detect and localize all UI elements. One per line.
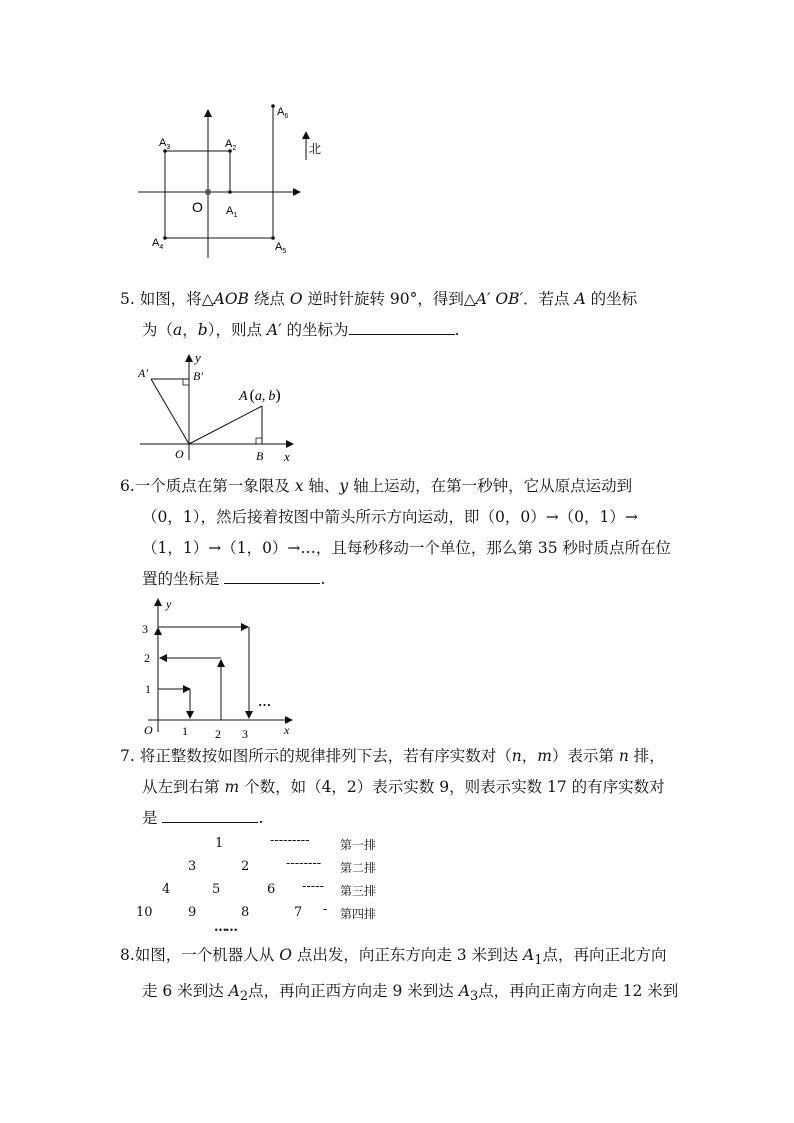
label-x: x (284, 449, 290, 464)
pyramid-num: 6 (267, 882, 276, 897)
q7-answer-blank[interactable] (162, 804, 258, 823)
pyramid-num: 7 (294, 905, 303, 920)
label-A5: $A_5$ (275, 241, 287, 255)
xtick-2: 2 (215, 727, 221, 740)
question-8 (120, 940, 690, 1012)
q6-line2: （0，1），然后接着按图中箭头所示方向运动，即（0，0）→（0，1）→ (142, 508, 638, 526)
ytick-1: 1 (145, 682, 151, 696)
q7-line1: 7. 将正整数按如图所示的规律排列下去，若有序实数对（n，m）表示第 n 排， (120, 747, 665, 765)
pyramid-dashes: --------- (270, 833, 310, 848)
q5-line1: 5. 如图，将△AOB 绕点 O 逆时针旋转 90°，得到△A′ OB′．若点 A 的坐标 (120, 290, 638, 308)
label-y: y (166, 597, 172, 611)
xtick-3: 3 (242, 727, 248, 740)
pyramid-dashes: - (323, 902, 328, 917)
label-Bprime: B′ (193, 369, 203, 383)
pyramid-dashes: -------- (286, 856, 322, 871)
q7-line3: 是 . (120, 803, 690, 834)
pyramid-num: 10 (136, 905, 153, 920)
q6-line4: 置的坐标是 . (120, 564, 690, 595)
pyramid-num: 1 (215, 836, 224, 851)
ytick-3: 3 (142, 622, 148, 636)
q8-line2: 走 6 米到达 $A_2$点，再向正西方向走 9 米到达 $A_3$点，再向正南方向走 12 米到 (142, 982, 679, 1005)
q6-line1: 6.一个质点在第一象限及 x 轴、y 轴上运动，在第一秒钟，它从原点运动到 (120, 477, 633, 495)
north-label: 北 (309, 142, 322, 156)
xtick-1: 1 (182, 724, 188, 738)
pyramid-dashes: ----- (302, 879, 324, 894)
pyramid-row-label: 第一排 (340, 838, 377, 852)
q8-line1: 8.如图，一个机器人从 O 点出发，向正东方向走 3 米到达 $A_1$点，再向正北方向 (120, 946, 667, 969)
pyramid-num: 2 (241, 859, 250, 874)
q7-line2: 从左到右第 m 个数，如（4，2）表示实数 9，则表示实数 17 的有序实数对 (142, 778, 665, 796)
q6-answer-blank[interactable] (224, 565, 320, 584)
label-O: O (192, 199, 203, 215)
label-A-coord: A (a, b) (239, 387, 281, 404)
label-B: B (256, 449, 264, 463)
robot-path (165, 106, 273, 238)
pyramid-row-label: 第二排 (340, 861, 377, 875)
question-6 (120, 471, 690, 595)
pyramid-num: 4 (162, 882, 171, 897)
label-A4: $A_4$ (152, 237, 164, 251)
label-Aprime: A′ (138, 366, 148, 380)
particle-path-figure (138, 594, 298, 740)
pyramid-row-label: 第四排 (340, 907, 377, 921)
pyramid-num: 5 (212, 882, 221, 897)
label-A6: $A_6$ (277, 106, 289, 120)
question-5 (120, 284, 690, 346)
robot-path-figure (130, 98, 330, 263)
q5-answer-blank[interactable] (349, 316, 455, 335)
label-O: O (175, 447, 184, 461)
label-O: O (144, 723, 153, 737)
pyramid-num: 3 (188, 859, 197, 874)
ytick-2: 2 (144, 651, 150, 665)
label-x: x (284, 723, 290, 737)
pyramid-row-label: 第三排 (340, 884, 377, 898)
label-A1: $A_1$ (226, 205, 238, 219)
pyramid-num: 8 (241, 905, 250, 920)
label-y: y (195, 350, 201, 365)
q5-line2: 为（a，b），则点 A′ 的坐标为 . (120, 315, 690, 346)
question-7 (120, 741, 690, 834)
pyramid-more: …… (214, 920, 236, 935)
continuation-dots: … (258, 694, 271, 709)
q6-line3: （1，1）→（1，0）→…，且每秒移动一个单位，那么第 35 秒时质点所在位 (142, 539, 672, 557)
label-A3: $A_3$ (159, 137, 171, 151)
label-A2: $A_2$ (225, 138, 237, 152)
pyramid-num: 9 (188, 905, 197, 920)
rotation-figure (135, 350, 305, 465)
